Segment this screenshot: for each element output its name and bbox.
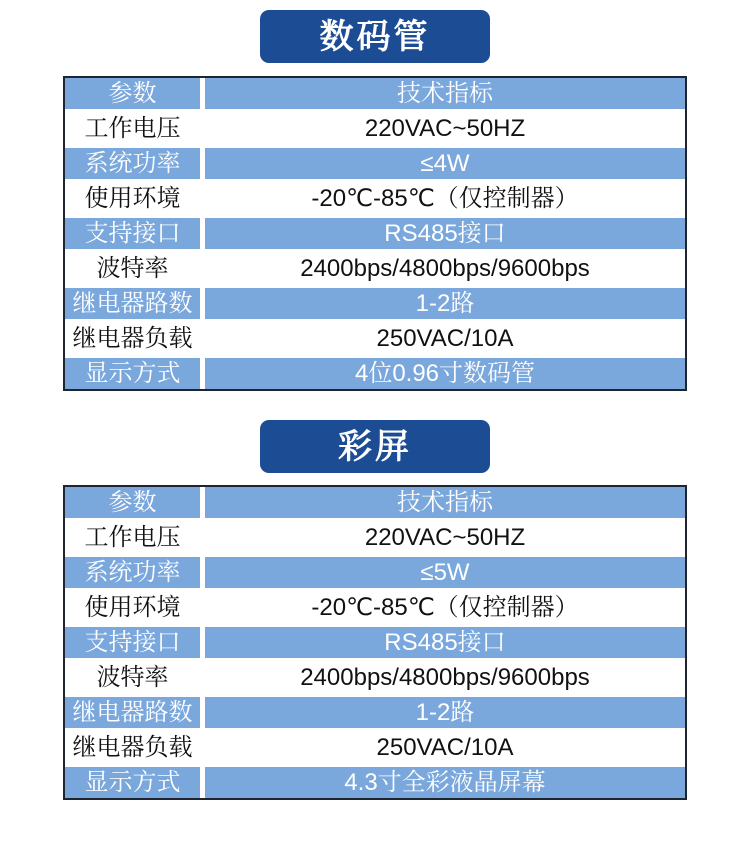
table-row [65, 662, 685, 693]
param-name: 继电器负载 [65, 732, 200, 763]
section-title: 彩屏 [338, 427, 412, 466]
param-name: 系统功率 [65, 557, 200, 588]
param-name: 支持接口 [65, 218, 200, 249]
table-row [65, 358, 685, 389]
param-value: 220VAC~50HZ [205, 113, 685, 144]
param-name: 显示方式 [65, 767, 200, 798]
param-value: RS485接口 [205, 627, 685, 658]
column-header-parameter: 参数 [65, 487, 200, 518]
table-row [65, 183, 685, 214]
column-header-spec: 技术指标 [205, 78, 685, 109]
table-row [65, 148, 685, 179]
param-name: 工作电压 [65, 522, 200, 553]
param-value: ≤5W [205, 557, 685, 588]
param-value: RS485接口 [205, 218, 685, 249]
param-name: 支持接口 [65, 627, 200, 658]
param-name: 使用环境 [65, 183, 200, 214]
table-row [65, 253, 685, 284]
param-name: 使用环境 [65, 592, 200, 623]
section-title: 数码管 [319, 17, 431, 56]
param-value: 250VAC/10A [205, 323, 685, 354]
table-header-row [65, 487, 685, 518]
table-row [65, 218, 685, 249]
param-value: -20℃-85℃（仅控制器） [205, 592, 685, 623]
param-name: 显示方式 [65, 358, 200, 389]
table-row [65, 767, 685, 798]
table-row [65, 522, 685, 553]
param-name: 波特率 [65, 662, 200, 693]
spec-table-digital-tube [63, 76, 687, 391]
section-title-badge [260, 10, 490, 63]
column-header-parameter: 参数 [65, 78, 200, 109]
param-name: 继电器负载 [65, 323, 200, 354]
param-value: 4.3寸全彩液晶屏幕 [205, 767, 685, 798]
product-spec-page [0, 10, 750, 853]
param-value: -20℃-85℃（仅控制器） [205, 183, 685, 214]
table-row [65, 557, 685, 588]
section-title-badge [260, 420, 490, 473]
table-row [65, 697, 685, 728]
param-value: ≤4W [205, 148, 685, 179]
param-value: 2400bps/4800bps/9600bps [205, 253, 685, 284]
param-name: 工作电压 [65, 113, 200, 144]
param-name: 继电器路数 [65, 288, 200, 319]
param-value: 1-2路 [205, 288, 685, 319]
table-header-row [65, 78, 685, 109]
param-name: 波特率 [65, 253, 200, 284]
table-row [65, 113, 685, 144]
table-row [65, 323, 685, 354]
param-value: 2400bps/4800bps/9600bps [205, 662, 685, 693]
param-value: 220VAC~50HZ [205, 522, 685, 553]
param-value: 4位0.96寸数码管 [205, 358, 685, 389]
param-name: 系统功率 [65, 148, 200, 179]
param-value: 250VAC/10A [205, 732, 685, 763]
table-row [65, 592, 685, 623]
column-header-spec: 技术指标 [205, 487, 685, 518]
table-row [65, 288, 685, 319]
table-row [65, 732, 685, 763]
section-color-screen [0, 420, 750, 800]
param-value: 1-2路 [205, 697, 685, 728]
spec-table-color-screen [63, 485, 687, 800]
param-name: 继电器路数 [65, 697, 200, 728]
table-row [65, 627, 685, 658]
section-digital-tube [0, 10, 750, 391]
